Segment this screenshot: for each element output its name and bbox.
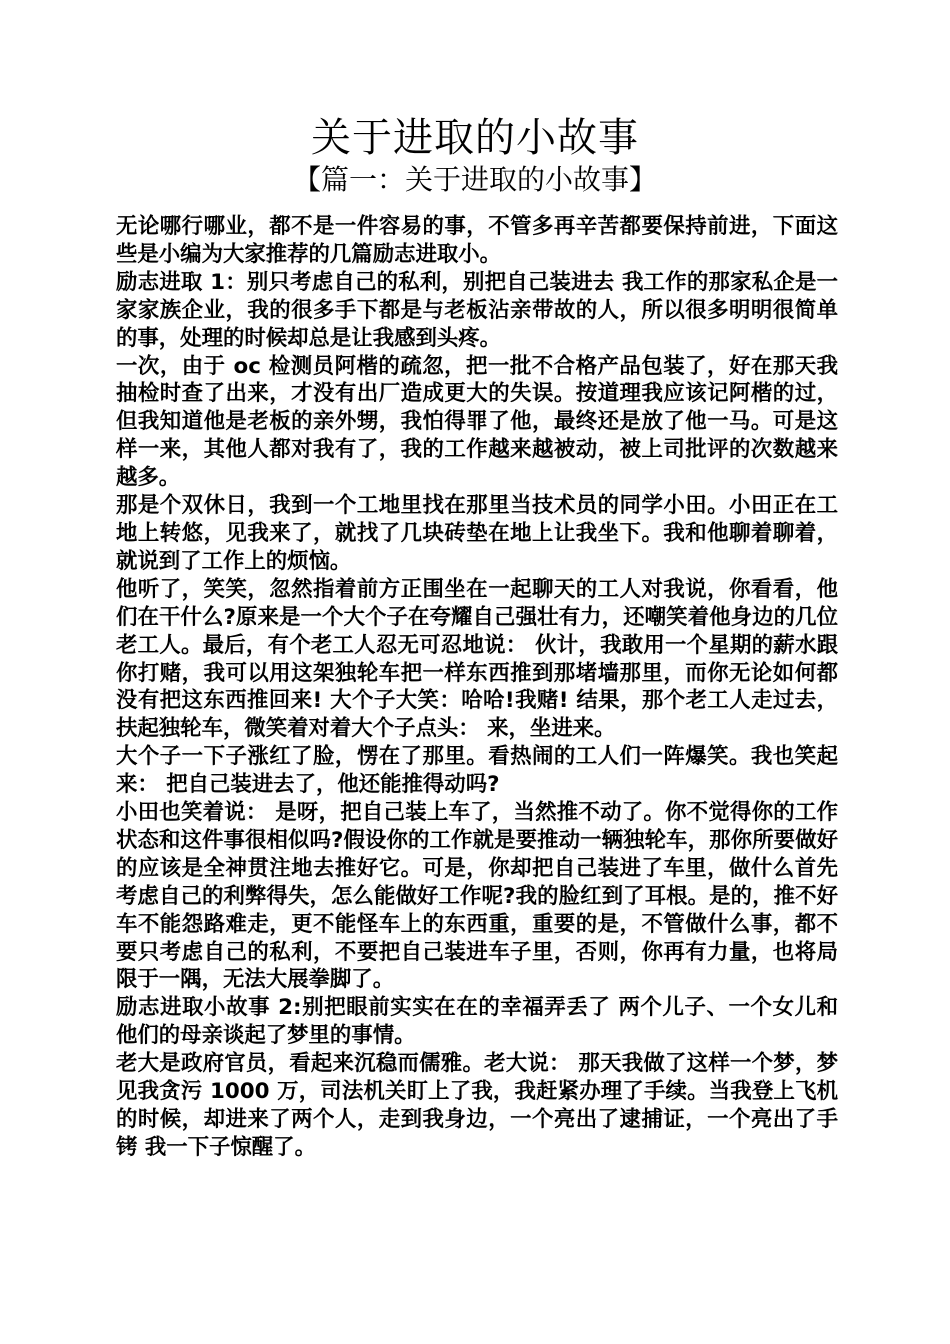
paragraph: 励志进取 1：别只考虑自己的私利，别把自己装进去 我工作的那家私企是一家家族企业，我的很多手下都是与老板沾亲带故的人，所以很多明明很简单的事，处理的时候却总是让我感到头疼。 (116, 269, 838, 351)
paragraph: 那是个双休日，我到一个工地里找在那里当技术员的同学小田。小田正在工地上转悠，见我来了，就找了几块砖垫在地上让我坐下。我和他聊着聊着，就说到了工作上的烦恼。 (116, 493, 838, 574)
paragraph: 无论哪行哪业，都不是一件容易的事，不管多再辛苦都要保持前进，下面这些是小编为大家推荐的几篇励志进取小。 (116, 214, 838, 267)
document-subtitle: 【篇一：关于进取的小故事】 (292, 163, 657, 196)
document-title: 关于进取的小故事 (311, 115, 639, 161)
paragraph: 老大是政府官员，看起来沉稳而儒雅。老大说： 那天我做了这样一个梦，梦见我贪污 1000 万，司法机关盯上了我，我赶紧办理了手续。当我登上飞机的时候，却进来了两个人，走到我身边，一个亮出了逮捕证，一个亮出了手铐 我一下子惊醒了。 (116, 1051, 838, 1160)
paragraph: 他听了，笑笑，忽然指着前方正围坐在一起聊天的工人对我说，你看看，他们在干什么?原来是一个大个子在夸耀自己强壮有力，还嘲笑着他身边的几位老工人。最后，有个老工人忍无可忍地说： 伙计，我敢用一个星期的薪水跟你打赌，我可以用这架独轮车把一样东西推到那堵墙那里，而你无论如何都没有把这东西推回来! 大个子大笑：哈哈!我赌! 结果，那个老工人走过去，扶起独轮车，微笑着对着大个子点头： 来，坐进来。 (116, 576, 838, 742)
paragraph: 一次，由于 oc 检测员阿楷的疏忽，把一批不合格产品包装了，好在那天我抽检时查了出来，才没有出厂造成更大的失误。按道理我应该记阿楷的过，但我知道他是老板的亲外甥，我怕得罪了他，最终还是放了他一马。可是这样一来，其他人都对我有了，我的工作越来越被动，被上司批评的次数越来越多。 (116, 353, 838, 491)
paragraph: 小田也笑着说： 是呀，把自己装上车了，当然推不动了。你不觉得你的工作状态和这件事很相似吗?假设你的工作就是要推动一辆独轮车，那你所要做好的应该是全神贯注地去推好它。可是，你却把自己装进了车里，做什么首先考虑自己的利弊得失，怎么能做好工作呢?我的脸红到了耳根。是的，推不好车不能怨路难走，更不能怪车上的东西重，重要的是，不管做什么事，都不要只考虑自己的私利，不要把自己装进车子里，否则，你再有力量，也将局限于一隅，无法大展拳脚了。 (116, 800, 838, 993)
paragraph: 励志进取小故事 2:别把眼前实实在在的幸福弄丢了 两个儿子、一个女儿和他们的母亲谈起了梦里的事情。 (116, 995, 838, 1049)
document-body (116, 213, 838, 1162)
paragraph: 大个子一下子涨红了脸，愣在了那里。看热闹的工人们一阵爆笑。我也笑起来： 把自己装进去了，他还能推得动吗? (116, 744, 838, 798)
